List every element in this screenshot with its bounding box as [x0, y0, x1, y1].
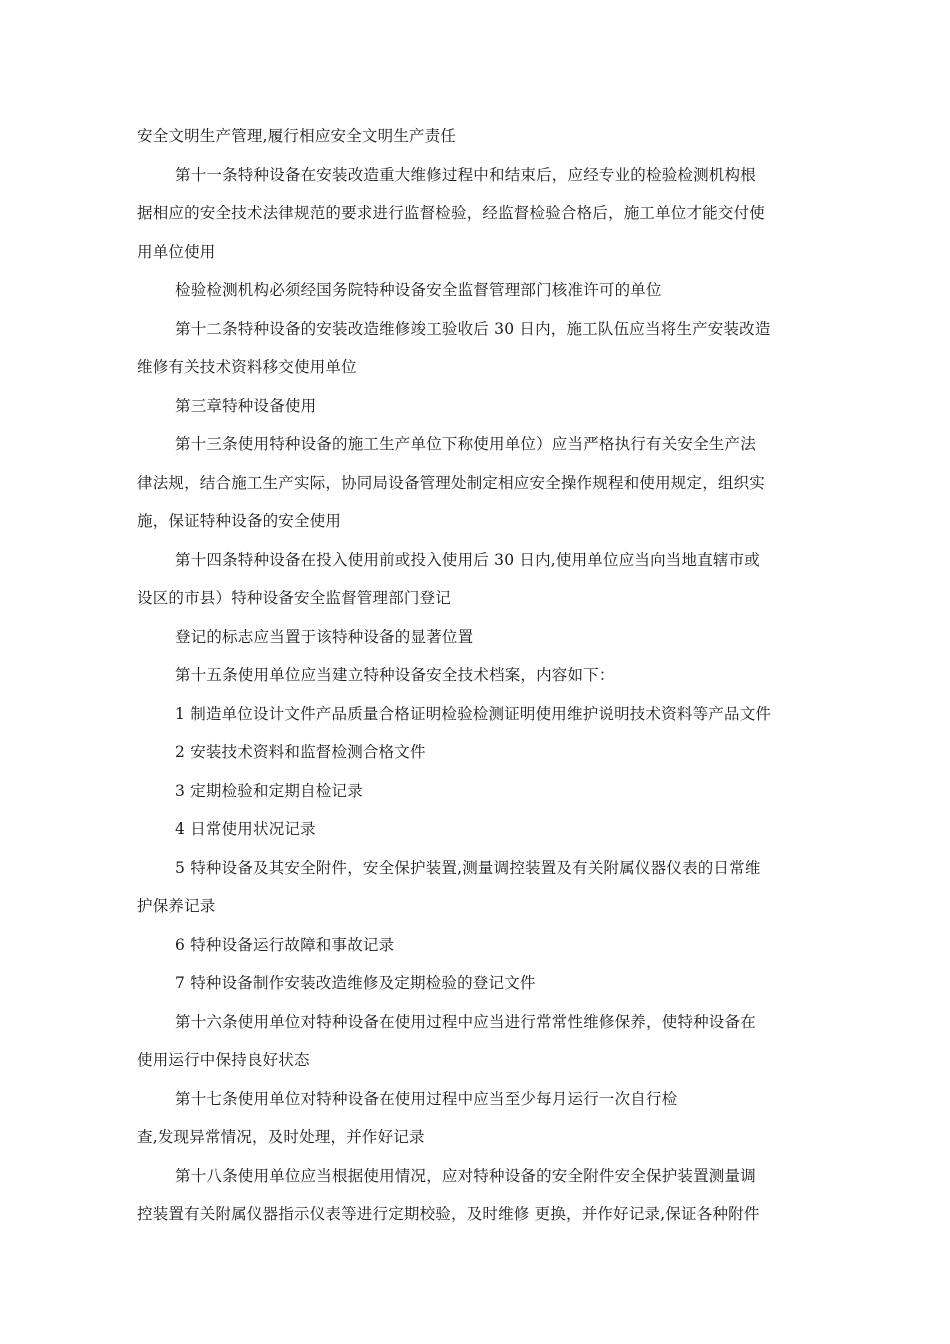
paragraph-line: 控装置有关附属仪器指示仪表等进行定期校验，及时维修 更换，并作好记录,保证各种附件: [137, 1205, 760, 1223]
paragraph-line: 第十三条使用特种设备的施工生产单位下称使用单位）应当严格执行有关安全生产法: [175, 435, 756, 453]
paragraph-line: 4 日常使用状况记录: [175, 820, 316, 838]
document-paragraph: [137, 310, 827, 387]
paragraph-line: 登记的标志应当置于该特种设备的显著位置: [175, 627, 474, 646]
paragraph-line: 检验检测机构必须经国务院特种设备安全监督管理部门核准许可的单位: [175, 281, 662, 299]
document-paragraph: [137, 1003, 827, 1080]
paragraph-line: 安全文明生产管理,履行相应安全文明生产责任: [137, 127, 457, 145]
document-paragraph: [137, 1118, 827, 1157]
paragraph-line: 3 定期检验和定期自检记录: [175, 781, 363, 800]
paragraph-line: 第十四条特种设备在投入使用前或投入使用后 30 日内,使用单位应当向当地直辖市或: [175, 550, 761, 569]
paragraph-line: 1 制造单位设计文件产品质量合格证明检验检测证明使用维护说明技术资料等产品文件: [175, 704, 772, 723]
paragraph-line: 据相应的安全技术法律规范的要求进行监督检验，经监督检验合格后，施工单位才能交付使: [137, 204, 766, 222]
document-paragraph: [137, 926, 827, 965]
document-paragraph: [137, 849, 827, 926]
paragraph-line: 维修有关技术资料移交使用单位: [137, 358, 357, 376]
paragraph-line: 5 特种设备及其安全附件，安全保护装置,测量调控装置及有关附属仪器仪表的日常维: [175, 858, 761, 877]
paragraph-line: 第十一条特种设备在安装改造重大维修过程中和结束后，应经专业的检验检测机构根: [175, 165, 756, 184]
paragraph-line: 施，保证特种设备的安全使用: [137, 512, 342, 530]
paragraph-line: 第十二条特种设备的安装改造维修竣工验收后 30 日内，施工队伍应当将生产安装改造: [175, 319, 771, 338]
paragraph-line: 第三章特种设备使用: [175, 396, 317, 415]
paragraph-line: 查,发现异常情况，及时处理，并作好记录: [137, 1128, 425, 1146]
document-paragraph: [137, 618, 827, 657]
paragraph-line: 6 特种设备运行故障和事故记录: [175, 935, 395, 954]
paragraph-line: 2 安装技术资料和监督检测合格文件: [175, 743, 426, 761]
paragraph-line: 第十五条使用单位应当建立特种设备安全技术档案，内容如下：: [175, 666, 615, 684]
paragraph-line: 护保养记录: [137, 897, 216, 915]
document-paragraph: [137, 117, 827, 156]
document-paragraph: [137, 772, 827, 811]
document-body: [137, 117, 827, 1234]
document-paragraph: [137, 271, 827, 310]
document-paragraph: [137, 541, 827, 618]
paragraph-line: 用单位使用: [137, 242, 216, 261]
document-paragraph: [137, 387, 827, 426]
paragraph-line: 第十六条使用单位对特种设备在使用过程中应当进行常常性维修保养，使特种设备在: [175, 1012, 756, 1031]
document-paragraph: [137, 810, 827, 849]
paragraph-line: 使用运行中保持良好状态: [137, 1051, 310, 1069]
document-paragraph: [137, 1080, 827, 1119]
document-paragraph: [137, 656, 827, 695]
document-paragraph: [137, 733, 827, 772]
paragraph-line: 第十八条使用单位应当根据使用情况，应对特种设备的安全附件安全保护装置测量调: [175, 1166, 756, 1185]
paragraph-line: 设区的市县）特种设备安全监督管理部门登记: [137, 589, 452, 607]
document-paragraph: [137, 156, 827, 272]
document-paragraph: [137, 1157, 827, 1234]
paragraph-line: 律法规，结合施工生产实际，协同局设备管理处制定相应安全操作规程和使用规定，组织实: [137, 473, 766, 492]
paragraph-line: 7 特种设备制作安装改造维修及定期检验的登记文件: [175, 974, 536, 992]
paragraph-line: 第十七条使用单位对特种设备在使用过程中应当至少每月运行一次自行检: [175, 1089, 678, 1108]
document-paragraph: [137, 425, 827, 541]
document-paragraph: [137, 964, 827, 1003]
document-paragraph: [137, 695, 827, 734]
